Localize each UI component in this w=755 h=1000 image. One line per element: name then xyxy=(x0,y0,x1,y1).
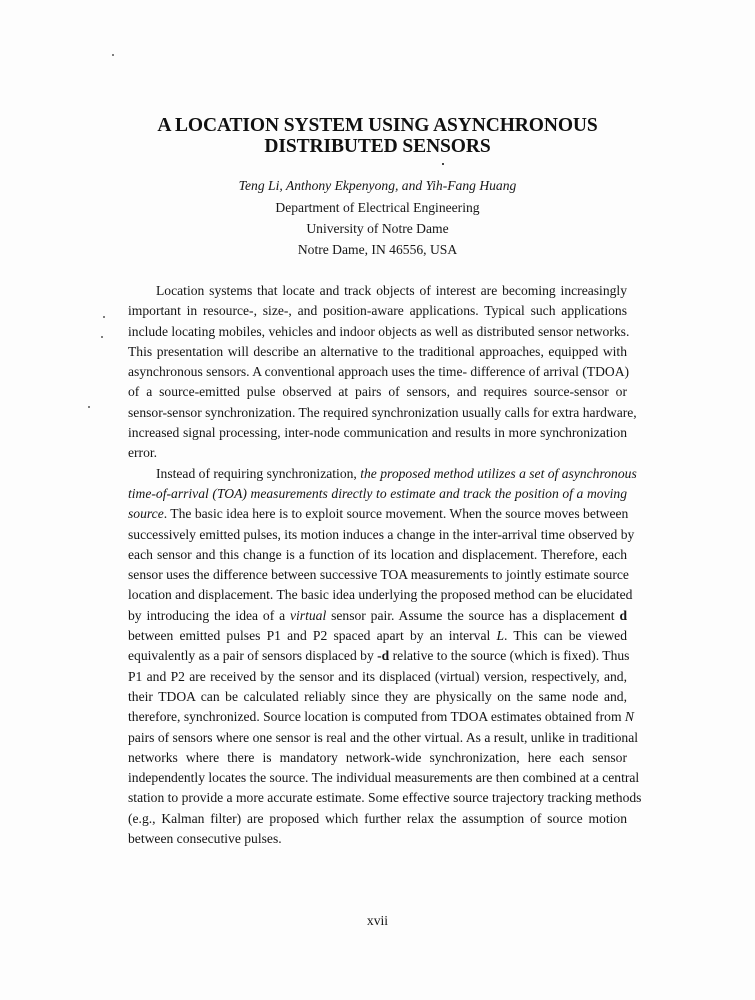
abstract-body xyxy=(128,281,642,849)
bold-symbol: d xyxy=(619,607,627,623)
text-run: . This can be viewed xyxy=(504,628,627,644)
address: Notre Dame, IN 46556, USA xyxy=(297,242,458,257)
text-line: successively emitted pulses, its motion induces a change in the inter-arrival time observed by xyxy=(128,526,635,542)
page-number: xvii xyxy=(366,913,389,928)
paragraph-2 xyxy=(128,464,642,850)
text-run: between emitted pulses P1 and P2 spaced apart by an interval xyxy=(128,628,497,644)
scan-speck xyxy=(442,163,444,165)
text-line xyxy=(128,504,627,524)
authors: Teng Li, Anthony Ekpenyong, and Yih-Fang Huang xyxy=(238,178,517,193)
text-line xyxy=(128,707,634,727)
emphasis-run: L xyxy=(496,628,505,644)
text-line: location and displacement. The basic idea underlying the proposed method can be elucidated xyxy=(128,587,633,603)
text-line: include locating mobiles, vehicles and indoor objects as well as distributed sensor networks. xyxy=(128,323,630,339)
text-line xyxy=(128,646,630,666)
text-run: Instead of requiring synchronization, xyxy=(156,465,361,481)
text-line: station to provide a more accurate estimate. Some effective source trajectory tracking methods xyxy=(128,790,642,806)
department: Department of Electrical Engineering xyxy=(275,200,480,215)
emphasis-run: source xyxy=(128,506,164,522)
emphasis-run: virtual xyxy=(289,607,327,623)
scan-speck xyxy=(88,406,90,408)
text-line: of a source-emitted pulse observed at pairs of sensors, and requires source-sensor or xyxy=(128,384,627,400)
emphasis-run: the proposed method utilizes a set of asynchronous xyxy=(360,465,637,481)
text-run: therefore, synchronized. Source location is computed from TDOA estimates obtained from xyxy=(128,709,625,725)
scan-speck xyxy=(103,316,105,318)
text-run: . The basic idea here is to exploit source movement. When the source moves between xyxy=(163,506,629,522)
scan-speck xyxy=(101,336,103,338)
text-line: asynchronous sensors. A conventional approach uses the time- difference of arrival (TDOA) xyxy=(128,364,630,380)
text-line xyxy=(128,484,627,504)
text-line: sensor-sensor synchronization. The required synchronization usually calls for extra hardware, xyxy=(128,404,637,420)
text-line: error. xyxy=(128,445,158,461)
paragraph-1 xyxy=(128,281,637,464)
paper-title-line-2: DISTRIBUTED SENSORS xyxy=(264,136,491,157)
text-line xyxy=(128,626,627,646)
paper-title-line-1: A LOCATION SYSTEM USING ASYNCHRONOUS xyxy=(157,115,598,136)
text-run: sensor pair. Assume the source has a displacement xyxy=(326,607,620,623)
text-line: between consecutive pulses. xyxy=(128,831,282,847)
text-line: Location systems that locate and track objects of interest are becoming increasingly xyxy=(156,283,627,298)
text-line: sensor uses the difference between successive TOA measurements to jointly estimate source xyxy=(128,567,629,583)
text-line: their TDOA can be calculated reliably since they are physically on the same node and, xyxy=(128,688,627,704)
text-line: each sensor and this change is a function of its location and displacement. Therefore, each xyxy=(128,546,627,562)
text-line: independently locates the source. The individual measurements are then combined at a central xyxy=(128,770,640,786)
text-line xyxy=(128,464,637,484)
text-line: P1 and P2 are received by the sensor and its displaced (virtual) version, respectively, and, xyxy=(128,668,627,684)
scan-speck xyxy=(112,54,114,56)
text-line: important in resource-, size-, and position-aware applications. Typical such applications xyxy=(128,303,627,319)
emphasis-run: N xyxy=(624,709,634,725)
text-run: by introducing the idea of a xyxy=(128,607,290,623)
text-line: This presentation will describe an alternative to the traditional approaches, equipped with xyxy=(128,343,627,359)
text-line: (e.g., Kalman filter) are proposed which further relax the assumption of source motion xyxy=(128,810,627,826)
text-run: relative to the source (which is fixed). Thus xyxy=(389,648,630,664)
text-line: networks where there is mandatory network-wide synchronization, here each sensor xyxy=(128,749,627,765)
text-line: pairs of sensors where one sensor is real and the other virtual. As a result, unlike in traditional xyxy=(128,729,639,745)
text-line: increased signal processing, inter-node communication and results in more synchronization xyxy=(128,425,627,441)
text-line xyxy=(128,606,627,626)
bold-symbol: -d xyxy=(377,648,390,664)
text-run: equivalently as a pair of sensors displaced by xyxy=(128,648,378,664)
university: University of Notre Dame xyxy=(306,221,449,236)
emphasis-run: time-of-arrival (TOA) measurements directly to estimate and track the position of a moving xyxy=(128,485,627,501)
